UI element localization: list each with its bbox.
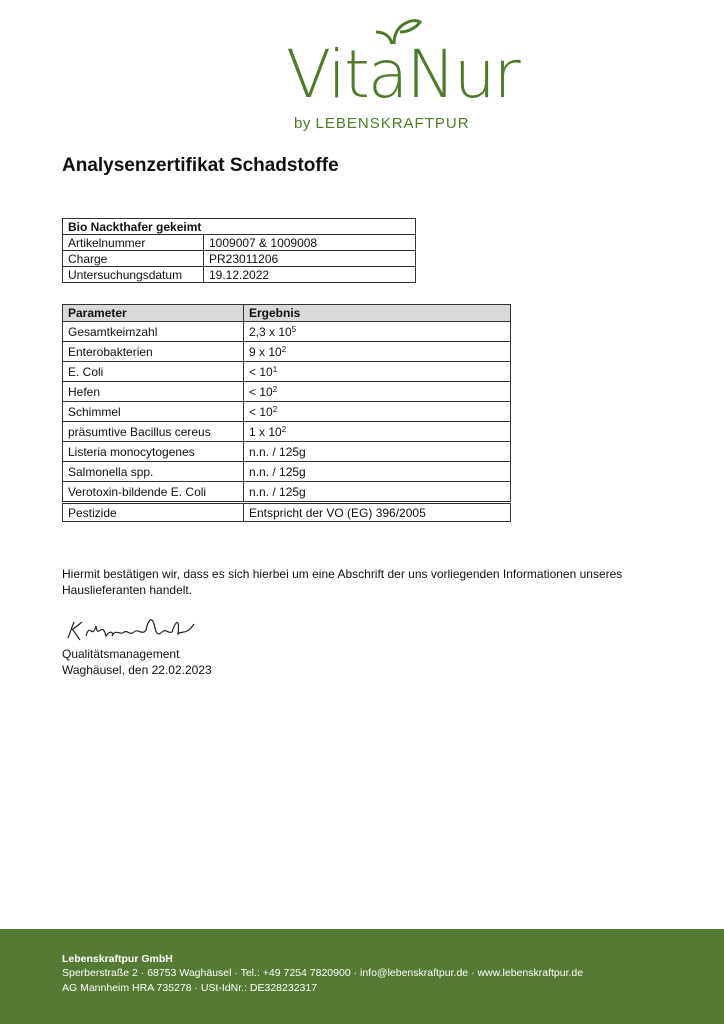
page-title: Analysenzertifikat Schadstoffe <box>62 155 339 176</box>
info-label: Untersuchungsdatum <box>63 267 204 283</box>
parameter-cell: Enterobakterien <box>63 342 244 362</box>
product-info-table <box>62 218 416 283</box>
confirmation-text: Hiermit bestätigen wir, dass es sich hierbei um eine Abschrift der uns vorliegenden Informationen unseres Hauslieferanten handelt. <box>62 567 623 597</box>
result-base: < 10 <box>249 384 273 399</box>
result-cell <box>244 422 511 442</box>
result-base: n.n. / 125g <box>249 464 306 479</box>
result-exponent: 5 <box>291 324 297 334</box>
table-row <box>63 235 416 251</box>
parameter-cell: Hefen <box>63 382 244 402</box>
result-exponent: 2 <box>272 384 278 394</box>
header-parameter: Parameter <box>63 305 244 322</box>
table-row <box>63 442 511 462</box>
info-value: PR23011206 <box>204 251 416 267</box>
parameter-cell: Gesamtkeimzahl <box>63 322 244 342</box>
table-row <box>63 267 416 283</box>
result-base: n.n. / 125g <box>249 444 306 459</box>
header-result: Ergebnis <box>244 305 511 322</box>
product-name: Bio Nackthafer gekeimt <box>63 219 416 235</box>
signature-place-date: Waghäusel, den 22.02.2023 <box>62 663 212 677</box>
result-cell <box>244 342 511 362</box>
parameter-cell: E. Coli <box>63 362 244 382</box>
table-row <box>63 362 511 382</box>
parameter-cell: Schimmel <box>63 402 244 422</box>
parameter-cell: Listeria monocytogenes <box>63 442 244 462</box>
signature-block <box>62 646 212 678</box>
info-label: Artikelnummer <box>63 235 204 251</box>
logo-sub-by: by <box>294 115 316 132</box>
result-cell <box>244 362 511 382</box>
result-base: 9 x 10 <box>249 344 282 359</box>
table-row <box>63 422 511 442</box>
result-exponent: 2 <box>272 404 278 414</box>
result-base: < 10 <box>249 364 273 379</box>
result-cell <box>244 322 511 342</box>
results-table <box>62 304 511 522</box>
logo-sub-brand: LEBENSKRAFTPUR <box>315 115 470 132</box>
result-cell <box>244 402 511 422</box>
parameter-cell: Pestizide <box>63 503 244 522</box>
footer <box>0 929 724 1024</box>
logo-subline <box>294 115 470 132</box>
result-exponent: 2 <box>281 344 287 354</box>
table-row <box>63 482 511 503</box>
results-header-row <box>63 305 511 322</box>
result-base: n.n. / 125g <box>249 484 306 499</box>
table-row <box>63 251 416 267</box>
footer-address: Sperberstraße 2 · 68753 Waghäusel · Tel.: +49 7254 7820900 · info@lebenskraftpur.de · www.lebenskraftpur.de <box>62 967 584 979</box>
result-cell <box>244 462 511 482</box>
result-exponent: 1 <box>272 364 278 374</box>
table-row <box>63 402 511 422</box>
logo-wordmark: VitaNur <box>286 36 519 113</box>
info-value: 19.12.2022 <box>204 267 416 283</box>
parameter-cell: Verotoxin-bildende E. Coli <box>63 482 244 503</box>
footer-register: AG Mannheim HRA 735278 · USt-IdNr.: DE328232317 <box>62 982 318 994</box>
product-name-row <box>63 219 416 235</box>
result-cell <box>244 482 511 503</box>
signature <box>62 616 202 646</box>
table-row <box>63 342 511 362</box>
result-base: < 10 <box>249 404 273 419</box>
info-label: Charge <box>63 251 204 267</box>
result-base: 2,3 x 10 <box>249 324 292 339</box>
footer-company: Lebenskraftpur GmbH <box>62 953 173 965</box>
result-exponent: 2 <box>281 424 287 434</box>
table-row <box>63 462 511 482</box>
signature-role: Qualitätsmanagement <box>62 647 180 661</box>
table-row <box>63 322 511 342</box>
parameter-cell: Salmonella spp. <box>63 462 244 482</box>
result-cell <box>244 442 511 462</box>
brand-logo <box>284 16 519 136</box>
pesticide-row <box>63 503 511 522</box>
parameter-cell: präsumtive Bacillus cereus <box>63 422 244 442</box>
table-row <box>63 382 511 402</box>
result-base: 1 x 10 <box>249 424 282 439</box>
result-cell <box>244 382 511 402</box>
result-cell: Entspricht der VO (EG) 396/2005 <box>244 503 511 522</box>
info-value: 1009007 & 1009008 <box>204 235 416 251</box>
